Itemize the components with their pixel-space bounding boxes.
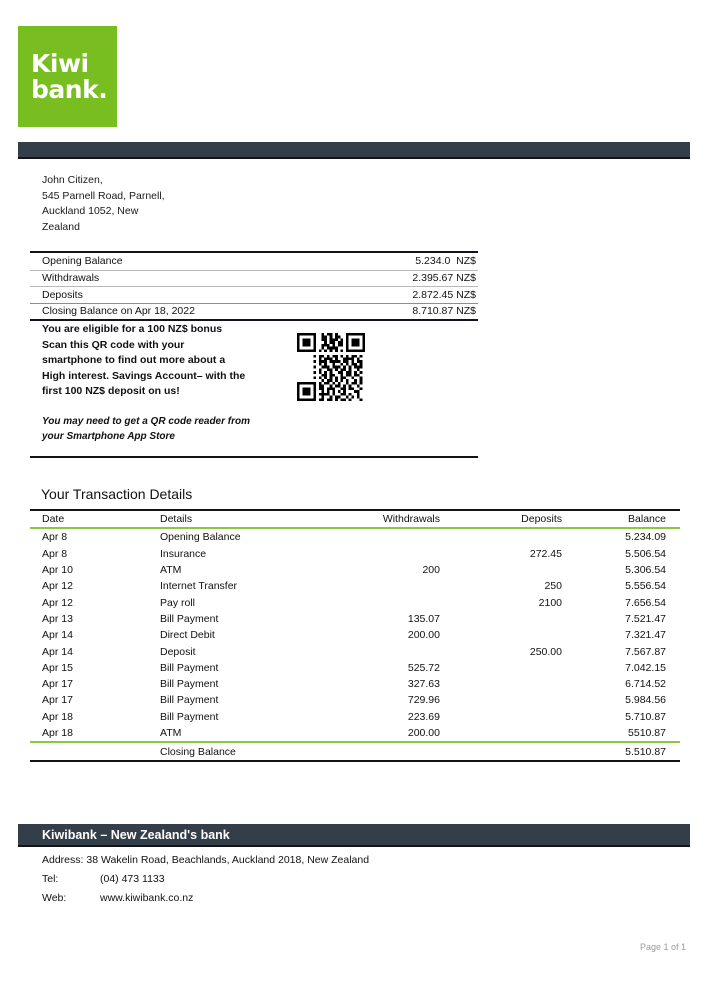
promo-line-4: High interest. Savings Account– with the — [42, 369, 246, 382]
cell-withdrawals: 223.69 — [407, 710, 440, 723]
cell-withdrawals — [320, 643, 465, 659]
column-header-withdrawals: Withdrawals — [320, 510, 465, 528]
cell-deposits: 272.45 — [529, 547, 562, 560]
cell-details: Bill Payment — [160, 678, 219, 691]
cell-date — [30, 743, 160, 761]
promo-line-3: smartphone to find out more about a — [42, 354, 226, 367]
closing-balance-row — [30, 743, 680, 761]
cell-details: ATM — [160, 564, 182, 577]
cell-details: Deposit — [160, 645, 196, 658]
customer-address-line-1: 545 Parnell Road, Parnell, — [42, 189, 165, 202]
qr-code-icon — [297, 333, 365, 401]
table-row — [30, 627, 680, 643]
summary-label: Closing Balance on Apr 18, 2022 — [42, 305, 195, 318]
promo-line-2: Scan this QR code with your — [42, 338, 185, 351]
account-summary — [30, 251, 478, 321]
cell-date: Apr 17 — [42, 678, 73, 691]
summary-label: Deposits — [42, 288, 83, 301]
cell-deposits — [465, 627, 590, 643]
summary-row-deposits — [30, 286, 478, 303]
cell-details: Closing Balance — [160, 745, 236, 758]
cell-details: Direct Debit — [160, 629, 215, 642]
cell-date: Apr 12 — [42, 580, 73, 593]
table-row — [30, 611, 680, 627]
cell-balance: 5.306.54 — [625, 564, 666, 577]
footer-web-label: Web: — [42, 892, 67, 904]
cell-date: Apr 15 — [42, 661, 73, 674]
summary-label: Withdrawals — [42, 272, 100, 285]
cell-withdrawals: 200 — [422, 564, 440, 577]
cell-details: Insurance — [160, 547, 207, 560]
promo-note-block — [42, 414, 302, 444]
cell-details: Bill Payment — [160, 612, 219, 625]
cell-balance: 7.521.47 — [625, 612, 666, 625]
summary-bottom-rule — [30, 319, 478, 321]
summary-label: Opening Balance — [42, 255, 123, 268]
cell-withdrawals — [320, 743, 465, 761]
promo-text-block — [42, 322, 292, 400]
footer-web-value[interactable]: www.kiwibank.co.nz — [100, 892, 194, 904]
customer-address-line-2: Auckland 1052, New — [42, 205, 139, 217]
column-header-deposits: Deposits — [465, 510, 590, 528]
cell-details: Bill Payment — [160, 694, 219, 707]
table-row — [30, 546, 680, 562]
table-row — [30, 725, 680, 742]
cell-deposits — [465, 725, 590, 742]
cell-date: Apr 8 — [42, 547, 68, 560]
cell-balance: 7.567.87 — [625, 645, 666, 658]
logo-text-line1: Kiwi — [31, 48, 89, 78]
footer-tel-label: Tel: — [42, 873, 59, 885]
cell-balance: 5.506.54 — [625, 547, 666, 560]
cell-withdrawals: 200.00 — [407, 727, 440, 739]
table-row — [30, 660, 680, 676]
cell-balance: 5.234.09 — [625, 531, 666, 544]
footer-tel-line — [42, 870, 369, 889]
cell-withdrawals: 327.63 — [407, 678, 440, 691]
promo-note-line-2: your Smartphone App Store — [42, 431, 175, 442]
table-row — [30, 594, 680, 610]
summary-amount: 2.395.67 NZ$ — [412, 272, 476, 285]
cell-deposits — [465, 743, 590, 761]
header-accent-bar — [18, 142, 690, 159]
cell-details: Internet Transfer — [160, 580, 238, 593]
cell-withdrawals — [320, 578, 465, 594]
cell-withdrawals: 729.96 — [407, 694, 440, 707]
table-row — [30, 643, 680, 659]
footer-contact-block — [42, 851, 369, 908]
summary-row-withdrawals — [30, 270, 478, 287]
table-header-row — [30, 510, 680, 528]
footer-address-value: 38 Wakelin Road, Beachlands, Auckland 2018, New Zealand — [86, 854, 370, 866]
cell-deposits — [465, 709, 590, 725]
cell-deposits — [465, 660, 590, 676]
cell-date: Apr 18 — [42, 710, 73, 723]
table-bottom-rule — [30, 761, 680, 762]
table-row — [30, 578, 680, 594]
cell-withdrawals: 135.07 — [407, 612, 440, 625]
cell-balance: 7.656.54 — [625, 596, 666, 609]
table-row — [30, 676, 680, 692]
summary-row-opening-balance — [30, 253, 478, 270]
cell-balance: 7.321.47 — [625, 629, 666, 642]
summary-amount: 8.710.87 NZ$ — [412, 305, 476, 318]
column-header-balance: Balance — [590, 510, 680, 528]
cell-date: Apr 14 — [42, 645, 73, 658]
footer-bar — [18, 824, 690, 847]
transactions-title: Your Transaction Details — [41, 486, 193, 502]
cell-date: Apr 13 — [42, 612, 73, 625]
cell-deposits — [465, 611, 590, 627]
transactions-table-wrapper — [30, 509, 680, 762]
cell-details: Bill Payment — [160, 661, 219, 674]
cell-withdrawals: 525.72 — [407, 661, 440, 674]
cell-deposits — [465, 562, 590, 578]
page-number: Page 1 of 1 — [639, 942, 686, 952]
footer-web-line — [42, 889, 369, 908]
summary-amount: 2.872.45 NZ$ — [412, 288, 476, 301]
footer-address-line — [42, 851, 369, 870]
cell-balance: 7.042.15 — [625, 661, 666, 674]
summary-row-closing-balance — [30, 303, 478, 320]
cell-date: Apr 18 — [42, 727, 73, 739]
table-bottom-rule-cell — [30, 761, 680, 762]
promo-note-line-1: You may need to get a QR code reader from — [42, 416, 251, 427]
cell-deposits: 2100 — [538, 596, 562, 609]
cell-withdrawals: 200.00 — [407, 629, 440, 642]
cell-balance: 5.710.87 — [625, 710, 666, 723]
table-row — [30, 562, 680, 578]
customer-name: John Citizen, — [42, 174, 103, 186]
footer-tel-value: (04) 473 1133 — [100, 873, 165, 885]
footer-address-label: Address: — [42, 854, 84, 866]
footer-bar-title: Kiwibank – New Zealand's bank — [42, 827, 230, 842]
cell-details: ATM — [160, 727, 182, 739]
cell-details: Pay roll — [160, 596, 196, 609]
cell-balance: 5.556.54 — [625, 580, 666, 593]
cell-balance: 6.714.52 — [625, 678, 666, 691]
logo-text-line2: bank. — [31, 74, 108, 104]
cell-deposits — [465, 692, 590, 708]
cell-balance: 5510.87 — [628, 727, 666, 739]
cell-date: Apr 10 — [42, 564, 73, 577]
table-row — [30, 529, 680, 545]
column-header-date: Date — [30, 510, 160, 528]
transactions-table — [30, 509, 680, 762]
cell-date: Apr 12 — [42, 596, 73, 609]
cell-balance: 5.984.56 — [625, 694, 666, 707]
cell-details: Opening Balance — [160, 531, 241, 544]
cell-date: Apr 8 — [42, 531, 68, 544]
promo-line-5: first 100 NZ$ deposit on us! — [42, 385, 180, 398]
summary-amount: 5.234.0 NZ$ — [415, 255, 476, 268]
table-row — [30, 709, 680, 725]
cell-withdrawals — [320, 546, 465, 562]
cell-withdrawals — [320, 529, 465, 545]
cell-withdrawals — [320, 594, 465, 610]
cell-balance: 5.510.87 — [625, 745, 666, 758]
cell-deposits: 250 — [544, 580, 562, 593]
cell-deposits — [465, 529, 590, 545]
customer-address-line-3: Zealand — [42, 220, 80, 233]
kiwibank-logo — [18, 26, 117, 127]
promo-bottom-rule — [30, 456, 478, 458]
customer-address-block — [42, 173, 342, 235]
cell-deposits: 250.00 — [529, 645, 562, 658]
promo-line-1: You are eligible for a 100 NZ$ bonus — [42, 323, 223, 335]
column-header-details: Details — [160, 510, 320, 528]
cell-date: Apr 17 — [42, 694, 73, 707]
table-row — [30, 692, 680, 708]
cell-deposits — [465, 676, 590, 692]
cell-details: Bill Payment — [160, 710, 219, 723]
cell-date: Apr 14 — [42, 629, 73, 642]
